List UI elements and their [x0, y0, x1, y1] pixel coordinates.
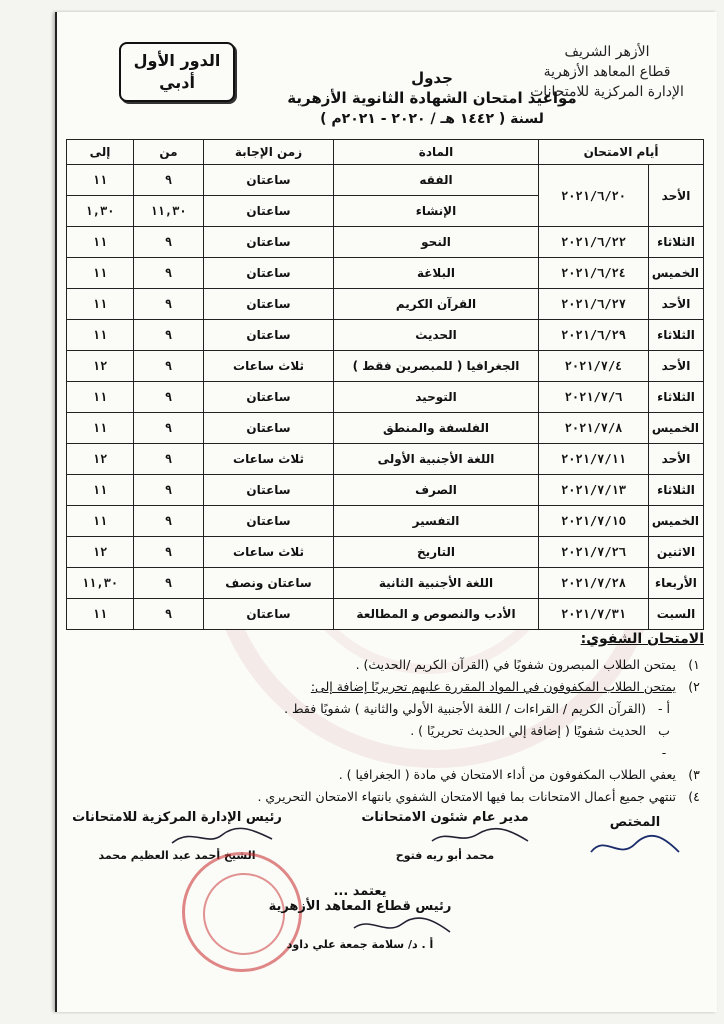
- header-to: إلى: [67, 140, 134, 165]
- signature-specialist: [585, 815, 685, 864]
- oral-note-text: (القرآن الكريم / القراءات / اللغة الأجنبية الأولي والثانية ) شفويًا فقط .: [284, 701, 646, 716]
- exam-start-time: ٩: [134, 227, 204, 258]
- oral-note-number: ٢): [688, 679, 700, 694]
- exam-date: ٢٠٢١/٧/٢٦: [539, 537, 649, 568]
- exam-duration: ثلاث ساعات: [204, 444, 334, 475]
- exam-start-time: ٩: [134, 599, 204, 630]
- exam-date: ٢٠٢١/٦/٢٢: [539, 227, 649, 258]
- exam-end-time: ١٢: [67, 351, 134, 382]
- table-row: [67, 320, 704, 351]
- branch-label: أدبي: [159, 73, 195, 92]
- exam-end-time: ١١: [67, 165, 134, 196]
- oral-note-text: يمتحن الطلاب المكفوفون في المواد المقررة عليهم تحريريًا إضافة إلى:: [310, 679, 676, 694]
- table-body: [67, 165, 704, 630]
- exam-date: ٢٠٢١/٧/١٥: [539, 506, 649, 537]
- signature-exam-director: [350, 810, 540, 862]
- exam-day: الخميس: [649, 506, 704, 537]
- exam-subject: اللغة الأجنبية الأولى: [334, 444, 539, 475]
- exam-date: ٢٠٢١/٧/٤: [539, 351, 649, 382]
- exam-end-time: ١١: [67, 258, 134, 289]
- oral-note-text: تنتهي جميع أعمال الامتحانات بما فيها الامتحان الشفوي بانتهاء الامتحان التحريري .: [257, 789, 676, 804]
- exam-day: الأربعاء: [649, 568, 704, 599]
- exam-start-time: ٩: [134, 506, 204, 537]
- exam-end-time: ١١: [67, 506, 134, 537]
- exam-duration: ساعتان: [204, 227, 334, 258]
- exam-start-time: ١١,٣٠: [134, 196, 204, 227]
- exam-date: ٢٠٢١/٧/٦: [539, 382, 649, 413]
- table-row: [67, 475, 704, 506]
- document-title: [267, 68, 597, 129]
- exam-start-time: ٩: [134, 475, 204, 506]
- header-days: أيام الامتحان: [539, 140, 704, 165]
- table-row: [67, 382, 704, 413]
- exam-end-time: ١١: [67, 599, 134, 630]
- exam-duration: ساعتان: [204, 165, 334, 196]
- exam-day: الأحد: [649, 444, 704, 475]
- exam-duration: ثلاث ساعات: [204, 351, 334, 382]
- signature-name: أ . د/ سلامة جمعة علي داود: [286, 938, 434, 951]
- table-row: [67, 537, 704, 568]
- exam-end-time: ١١: [67, 227, 134, 258]
- exam-subject: التفسير: [334, 506, 539, 537]
- exam-start-time: ٩: [134, 537, 204, 568]
- exam-date: ٢٠٢١/٧/٢٨: [539, 568, 649, 599]
- header-subject: المادة: [334, 140, 539, 165]
- exam-subject: الجغرافيا ( للمبصرين فقط ): [334, 351, 539, 382]
- exam-end-time: ١,٣٠: [67, 196, 134, 227]
- exam-date: ٢٠٢١/٦/٢٧: [539, 289, 649, 320]
- exam-day: الأحد: [649, 165, 704, 227]
- exam-end-time: ١١: [67, 320, 134, 351]
- session-box: [119, 42, 235, 102]
- exam-subject: القرآن الكريم: [334, 289, 539, 320]
- oral-note-text: الحديث شفويًا ( إضافة إلي الحديث تحريريًا ) .: [410, 723, 646, 738]
- exam-day: الثلاثاء: [649, 227, 704, 258]
- signature-title: المختص: [609, 815, 661, 830]
- exam-start-time: ٩: [134, 165, 204, 196]
- exam-duration: ساعتان: [204, 258, 334, 289]
- table-row: [67, 227, 704, 258]
- handwritten-signature: [420, 825, 540, 849]
- exam-subject: الصرف: [334, 475, 539, 506]
- exam-start-time: ٩: [134, 413, 204, 444]
- handwritten-signature: [585, 830, 685, 864]
- oral-note-item: [82, 676, 702, 698]
- table-row: [67, 506, 704, 537]
- exam-day: الأحد: [649, 289, 704, 320]
- oral-note-number: ب -: [658, 723, 670, 760]
- title-line-3: لسنة ( ١٤٤٢ هـ / ٢٠٢٠ - ٢٠٢١م ): [320, 111, 544, 127]
- exam-date: ٢٠٢١/٧/٨: [539, 413, 649, 444]
- exam-day: الخميس: [649, 413, 704, 444]
- signature-sector-head: [260, 884, 460, 951]
- exam-start-time: ٩: [134, 320, 204, 351]
- signature-name: الشيخ أحمد عبد العظيم محمد: [98, 849, 256, 862]
- header-duration: زمن الإجابة: [204, 140, 334, 165]
- exam-date: ٢٠٢١/٧/١١: [539, 444, 649, 475]
- exam-subject: الفقه: [334, 165, 539, 196]
- exam-day: الاثنين: [649, 537, 704, 568]
- oral-note-item: [82, 720, 702, 764]
- exam-start-time: ٩: [134, 351, 204, 382]
- title-line-2: مواعيد امتحان الشهادة الثانوية الأزهرية: [287, 89, 577, 107]
- session-label: الدور الأول: [133, 51, 221, 70]
- exam-subject: الفلسفة والمنطق: [334, 413, 539, 444]
- table-row: [67, 289, 704, 320]
- header-from: من: [134, 140, 204, 165]
- table-row: [67, 258, 704, 289]
- exam-subject: التاريخ: [334, 537, 539, 568]
- exam-end-time: ١١: [67, 382, 134, 413]
- oral-note-item: [82, 764, 702, 786]
- exam-date: ٢٠٢١/٦/٢٤: [539, 258, 649, 289]
- exam-duration: ثلاث ساعات: [204, 537, 334, 568]
- exam-start-time: ٩: [134, 382, 204, 413]
- exam-start-time: ٩: [134, 258, 204, 289]
- table-row: [67, 351, 704, 382]
- oral-note-number: ٤): [688, 789, 700, 804]
- oral-note-item: [82, 654, 702, 676]
- exam-duration: ساعتان: [204, 599, 334, 630]
- exam-day: الأحد: [649, 351, 704, 382]
- table-row: [67, 444, 704, 475]
- exam-day: الثلاثاء: [649, 475, 704, 506]
- org-line-2: قطاع المعاهد الأزهرية: [543, 64, 671, 80]
- approval-label: يعتمد ...: [333, 884, 387, 899]
- exam-day: الثلاثاء: [649, 320, 704, 351]
- handwritten-signature: [340, 914, 460, 938]
- exam-subject: البلاغة: [334, 258, 539, 289]
- exam-end-time: ١٢: [67, 537, 134, 568]
- exam-day: الثلاثاء: [649, 382, 704, 413]
- signature-title: رئيس قطاع المعاهد الأزهرية: [268, 899, 452, 914]
- org-line-1: الأزهر الشريف: [564, 44, 650, 60]
- oral-note-number: ٣): [688, 767, 700, 782]
- exam-date: ٢٠٢١/٧/١٣: [539, 475, 649, 506]
- exam-duration: ساعتان: [204, 475, 334, 506]
- oral-exam-notes: [82, 654, 702, 808]
- exam-end-time: ١١: [67, 413, 134, 444]
- exam-day: السبت: [649, 599, 704, 630]
- exam-subject: اللغة الأجنبية الثانية: [334, 568, 539, 599]
- exam-date: ٢٠٢١/٧/٣١: [539, 599, 649, 630]
- exam-day: الخميس: [649, 258, 704, 289]
- exam-subject: النحو: [334, 227, 539, 258]
- table-header-row: [67, 140, 704, 165]
- oral-note-number: أ -: [658, 701, 670, 716]
- oral-note-item: [82, 786, 702, 808]
- exam-duration: ساعتان: [204, 413, 334, 444]
- exam-subject: التوحيد: [334, 382, 539, 413]
- signature-title: رئيس الإدارة المركزية للامتحانات: [72, 810, 282, 825]
- exam-duration: ساعتان: [204, 320, 334, 351]
- signature-title: مدير عام شئون الامتحانات: [361, 810, 529, 825]
- exam-start-time: ٩: [134, 568, 204, 599]
- table-row: [67, 599, 704, 630]
- handwritten-signature: [162, 825, 282, 849]
- exam-duration: ساعتان: [204, 506, 334, 537]
- exam-end-time: ١١: [67, 475, 134, 506]
- exam-end-time: ١١: [67, 289, 134, 320]
- exam-end-time: ١٢: [67, 444, 134, 475]
- exam-duration: ساعتان ونصف: [204, 568, 334, 599]
- title-line-1: جدول: [411, 69, 453, 87]
- oral-note-item: [82, 698, 702, 720]
- exam-duration: ساعتان: [204, 196, 334, 227]
- exam-start-time: ٩: [134, 444, 204, 475]
- signature-name: محمد أبو ريه فتوح: [395, 849, 495, 862]
- exam-subject: الحديث: [334, 320, 539, 351]
- oral-note-text: يمتحن الطلاب المبصرون شفويًا في (القرآن الكريم /الحديث) .: [355, 657, 676, 672]
- table-row: [67, 165, 704, 196]
- table-row: [67, 413, 704, 444]
- exam-schedule-table: [66, 139, 704, 630]
- table-row: [67, 568, 704, 599]
- exam-date: ٢٠٢١/٦/٢٠: [539, 165, 649, 227]
- exam-date: ٢٠٢١/٦/٢٩: [539, 320, 649, 351]
- exam-subject: الأدب والنصوص و المطالعة: [334, 599, 539, 630]
- oral-exam-title: الامتحان الشفوي:: [580, 631, 704, 647]
- exam-subject: الإنشاء: [334, 196, 539, 227]
- exam-duration: ساعتان: [204, 382, 334, 413]
- exam-start-time: ٩: [134, 289, 204, 320]
- oral-note-text: يعفي الطلاب المكفوفون من أداء الامتحان في مادة ( الجغرافيا ) .: [338, 767, 676, 782]
- org-line-3: الإدارة المركزية للامتحانات: [530, 84, 684, 100]
- exam-end-time: ١١,٣٠: [67, 568, 134, 599]
- exam-duration: ساعتان: [204, 289, 334, 320]
- oral-note-number: ١): [688, 657, 700, 672]
